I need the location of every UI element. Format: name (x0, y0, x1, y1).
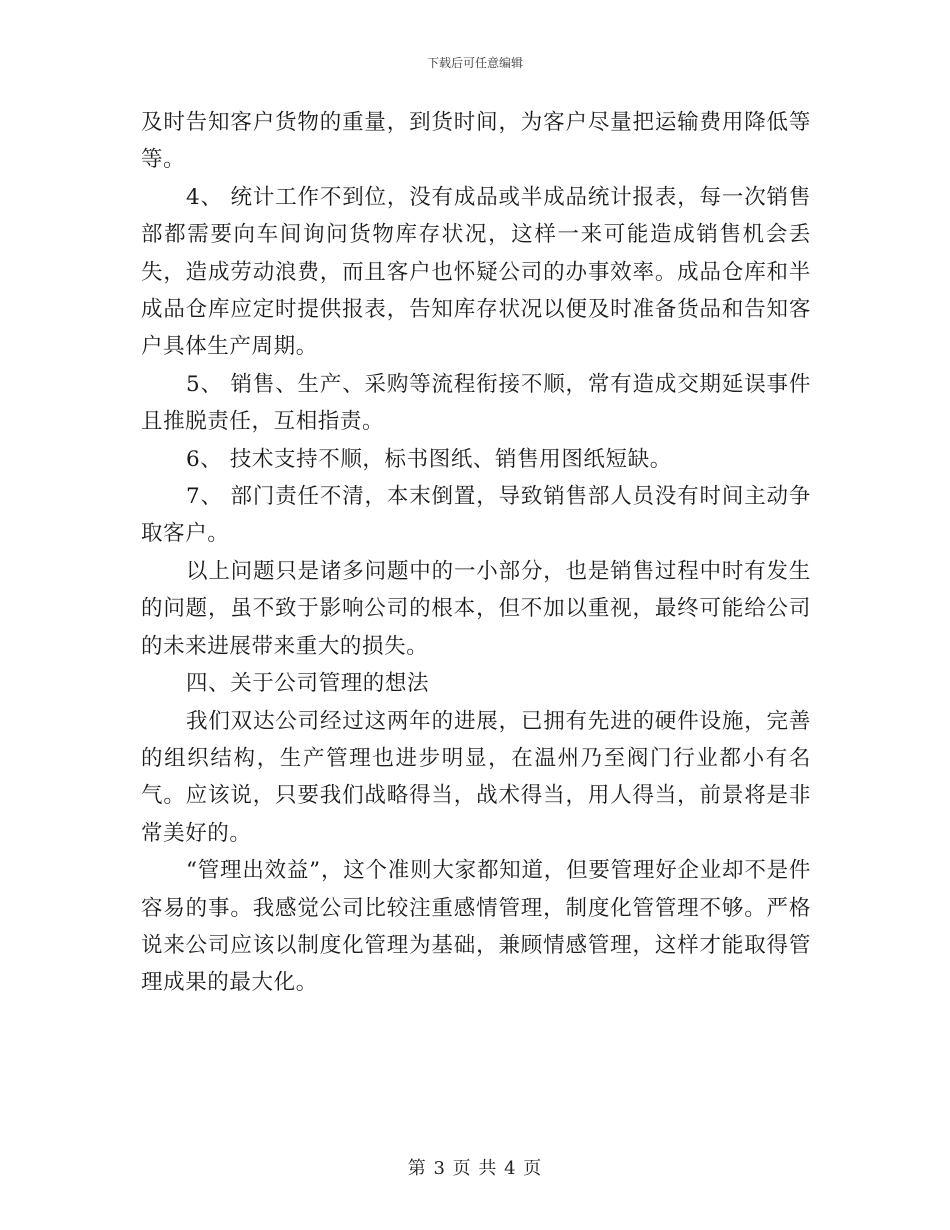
page-number-footer: 第 3 页 共 4 页 (407, 1158, 543, 1179)
paragraph-management: “管理出效益”，这个准则大家都知道，但要管理好企业却不是件容易的事。我感觉公司比较注重感情管理，制度化管管理不够。严格说来公司应该以制度化管理为基础，兼顾情感管理，这样才能取得管理成果的最大化。 (141, 858, 811, 996)
paragraph-item-6: 6、 技术支持不顺，标书图纸、销售用图纸短缺。 (186, 446, 672, 472)
paragraph-summary: 以上问题只是诸多问题中的一小部分，也是销售过程中时有发生的问题，虽不致于影响公司的根本，但不加以重视，最终可能给公司的未来进展带来重大的损失。 (141, 558, 811, 659)
paragraph-company-overview: 我们双达公司经过这两年的进展，已拥有先进的硬件设施，完善的组织结构，生产管理也进步明显，在温州乃至阀门行业都小有名气。应该说，只要我们战略得当，战术得当，用人得当，前景将是非常美好的。 (141, 708, 811, 846)
paragraph-continuation: 及时告知客户货物的重量，到货时间，为客户尽量把运输费用降低等等。 (141, 110, 811, 173)
paragraph-item-5: 5、 销售、生产、采购等流程衔接不顺，常有造成交期延误事件且推脱责任，互相指责。 (141, 371, 811, 435)
paragraph-item-7: 7、 部门责任不清，本末倒置，导致销售部人员没有时间主动争取客户。 (141, 484, 811, 547)
paragraph-item-4: 4、 统计工作不到位，没有成品或半成品统计报表，每一次销售部都需要向车间询问货物库存状况，这样一来可能造成销售机会丢失，造成劳动浪费，而且客户也怀疑公司的办事效率。成品仓库和半成品仓库应定时提供报表，告知库存状况以便及时准备货品和告知客户具体生产周期。 (141, 184, 811, 360)
document-body (141, 104, 811, 1002)
section-heading: 四、关于公司管理的想法 (186, 671, 430, 697)
page-header-note: 下载后可任意编辑 (426, 56, 523, 70)
